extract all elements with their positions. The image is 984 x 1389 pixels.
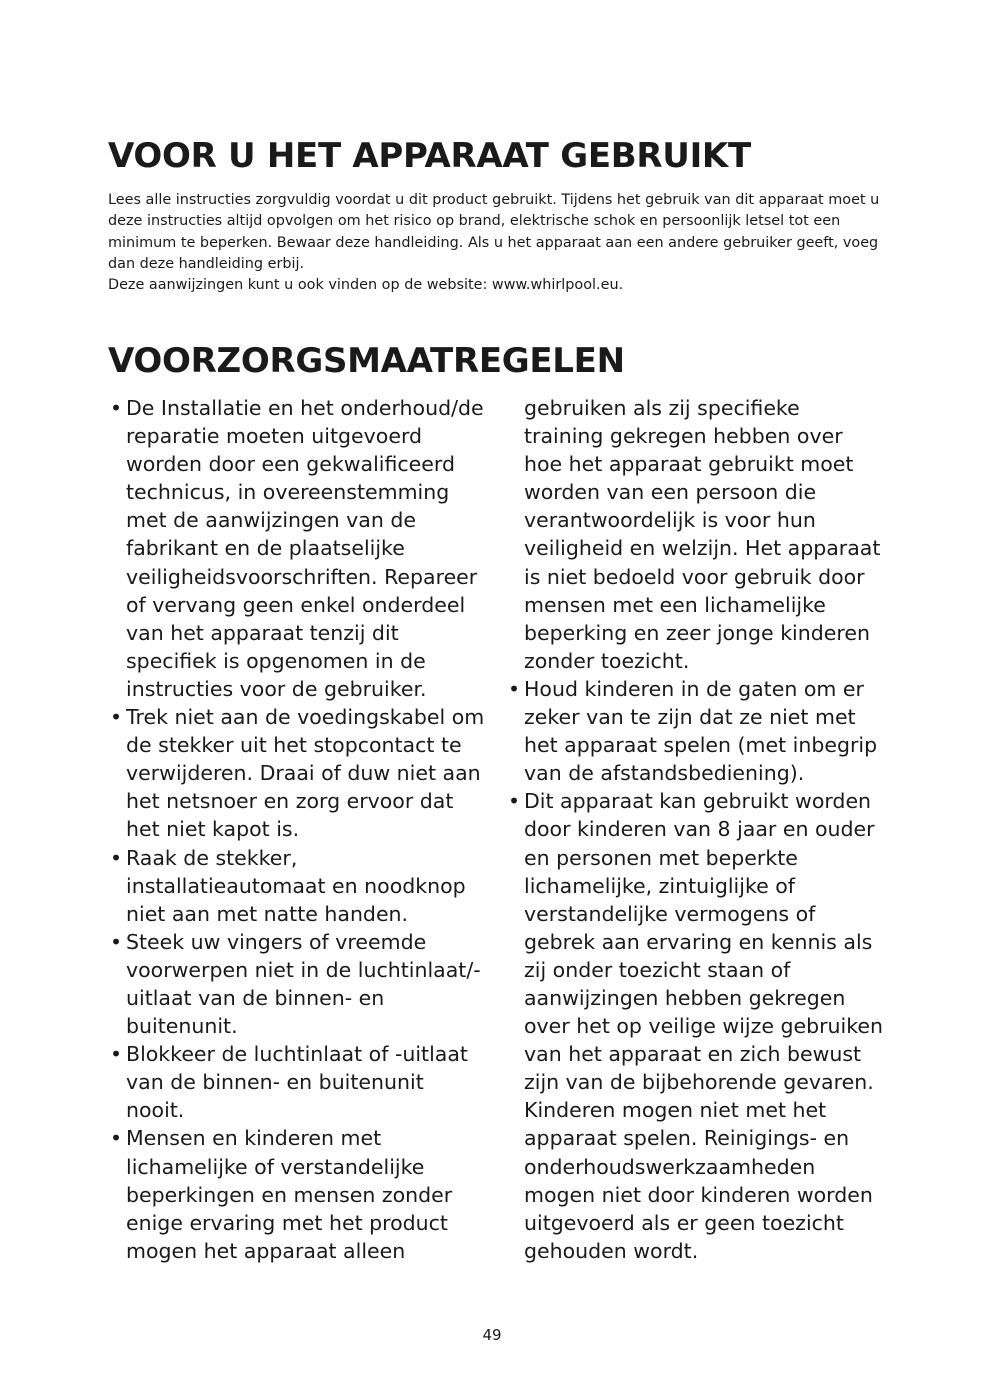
list-item	[506, 675, 884, 787]
list-item-text: Mensen en kinderen met lichamelijke of verstandelijke beperkingen en mensen zonder enige ervaring met het product mogen het apparaat alleen	[126, 1126, 453, 1263]
list-item-continuation: gebruiken als zij specifieke training gekregen hebben over hoe het apparaat gebruikt moet worden van een persoon die verantwoordelijk is voor hun veiligheid en welzijn. Het apparaat is niet bedoeld voor gebruik door mensen met een lichamelijke beperking en zeer jonge kinderen zonder toezicht.	[524, 396, 881, 673]
list-item	[108, 394, 486, 703]
precautions-right-column	[506, 394, 884, 1265]
section-title-before-use: VOOR U HET APPARAAT GEBRUIKT	[108, 136, 751, 176]
bullet-icon: •	[110, 929, 123, 954]
list-item	[108, 1124, 486, 1264]
intro-text	[108, 190, 883, 296]
list-item	[506, 787, 884, 1265]
list-item-text: Steek uw vingers of vreemde voorwerpen niet in de luchtinlaat/-uitlaat van de binnen- en buitenunit.	[126, 929, 481, 1039]
bullet-icon: •	[508, 789, 521, 814]
bullet-icon: •	[110, 845, 123, 870]
precautions-left-column	[108, 394, 486, 1265]
bullet-icon: •	[110, 705, 123, 730]
list-item-text: Dit apparaat kan gebruikt worden door kinderen van 8 jaar en ouder en personen met beperkte lichamelijke, zintuiglijke of verstandelijke vermogens of gebrek aan ervaring en kennis als zij onder toezicht staan of aanwijzingen hebben gekregen over het op veilige wijze gebruiken van het apparaat en zich bewust zijn van de bijbehorende gevaren. Kinderen mogen niet met het apparaat spelen. Reinigings- en onderhoudswerkzaamheden mogen niet door kinderen worden uitgevoerd als er geen toezicht gehouden wordt.	[524, 789, 883, 1263]
list-item	[108, 928, 486, 1040]
section-title-precautions: VOORZORGSMAATREGELEN	[108, 341, 625, 381]
list-item-text: Blokkeer de luchtinlaat of -uitlaat van de binnen- en buitenunit nooit.	[126, 1042, 468, 1123]
list-item-text: De Installatie en het onderhoud/de reparatie moeten uitgevoerd worden door een gekwalificeerd technicus, in overeenstemming met de aanwijzingen van de fabrikant en de plaatselijke veiligheidsvoorschriften. Repareer of vervang geen enkel onderdeel van het apparaat tenzij dit specifiek is opgenomen in de instructies voor de gebruiker.	[126, 396, 484, 701]
list-item-text: Raak de stekker, installatieautomaat en noodknop niet aan met natte handen.	[126, 845, 466, 926]
intro-website-paragraph: Deze aanwijzingen kunt u ook vinden op de website: www.whirlpool.eu.	[108, 277, 624, 294]
list-item-text: Trek niet aan de voedingskabel om de stekker uit het stopcontact te verwijderen. Draai of duw niet aan het netsnoer en zorg ervoor dat het niet kapot is.	[126, 705, 485, 842]
page-number: 49	[482, 1326, 502, 1344]
list-item	[108, 703, 486, 843]
intro-paragraph: Lees alle instructies zorgvuldig voordat u dit product gebruikt. Tijdens het gebruik van dit apparaat moet u deze instructies altijd opvolgen om het risico op brand, elektrische schok en persoonlijk letsel tot een minimum te beperken. Bewaar deze handleiding. Als u het apparaat aan een andere gebruiker geeft, voeg dan deze handleiding erbij.	[108, 192, 880, 272]
list-item	[108, 844, 486, 928]
bullet-icon: •	[110, 396, 123, 420]
list-item	[108, 1040, 486, 1124]
list-item-text: Houd kinderen in de gaten om er zeker van te zijn dat ze niet met het apparaat spelen (met inbegrip van de afstandsbediening).	[524, 676, 878, 786]
bullet-icon: •	[508, 676, 521, 701]
bullet-icon: •	[110, 1042, 123, 1067]
bullet-icon: •	[110, 1126, 123, 1151]
